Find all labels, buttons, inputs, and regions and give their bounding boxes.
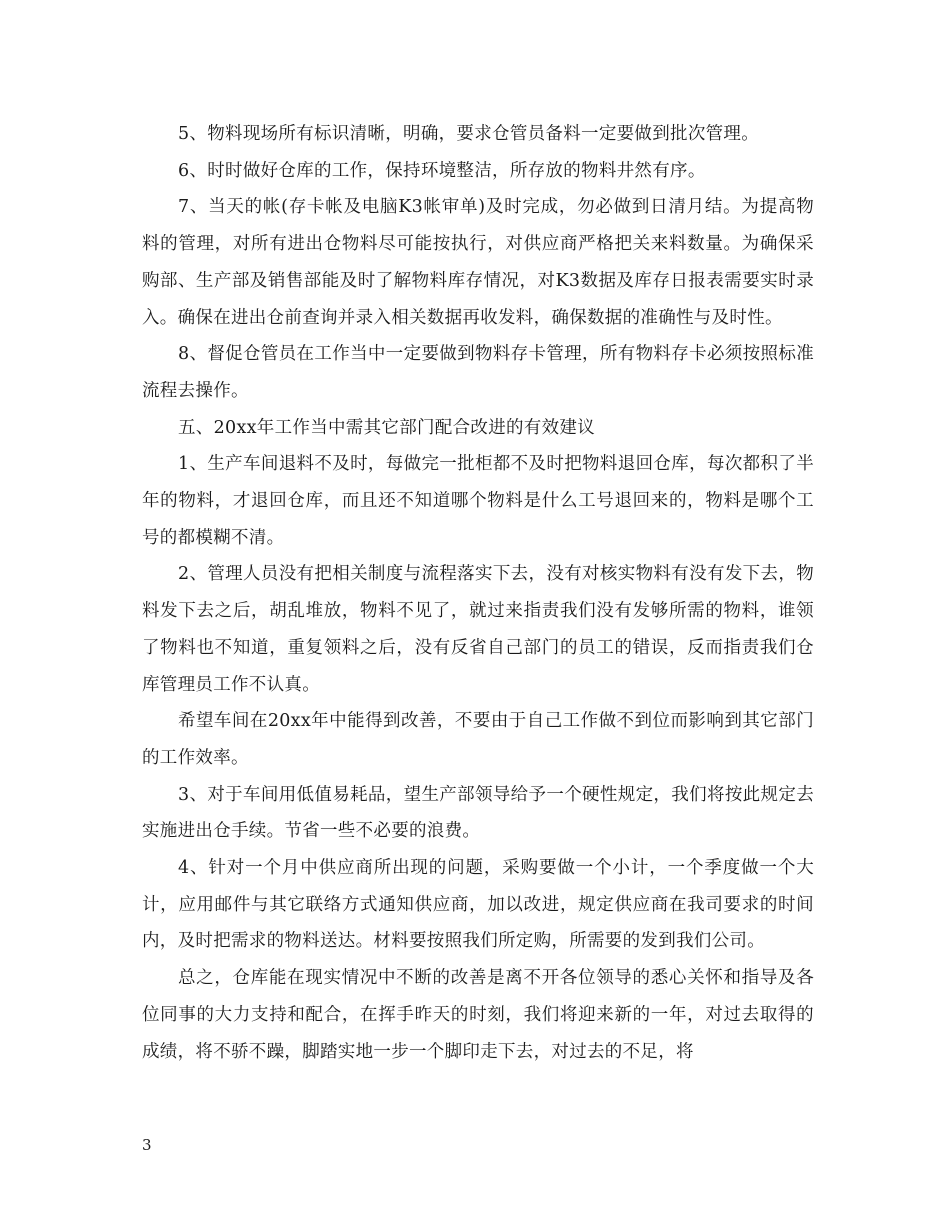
paragraph-item-8: 8、督促仓管员在工作当中一定要做到物料存卡管理，所有物料存卡必须按照标准流程去操作。 — [142, 344, 814, 401]
suggestion-item-2: 2、管理人员没有把相关制度与流程落实下去，没有对核实物料有没有发下去，物料发下去之后，胡乱堆放，物料不见了，就过来指责我们没有发够所需的物料，谁领了物料也不知道，重复领料之后，没有反省自己部门的员工的错误，反而指责我们仓库管理员工作不认真。 — [142, 564, 814, 695]
suggestion-item-1: 1、生产车间退料不及时，每做完一批柜都不及时把物料退回仓库，每次都积了半年的物料，才退回仓库，而且还不知道哪个物料是什么工号退回来的，物料是哪个工号的都模糊不清。 — [142, 454, 814, 548]
page-number: 3 — [142, 1136, 152, 1154]
suggestion-item-4: 4、针对一个月中供应商所出现的问题，采购要做一个小计，一个季度做一个大计，应用邮件与其它联络方式通知供应商，加以改进，规定供应商在我司要求的时间内，及时把需求的物料送达。材料要按照我们所定购，所需要的发到我们公司。 — [142, 858, 814, 952]
suggestion-note: 希望车间在20xx年中能得到改善，不要由于自己工作做不到位而影响到其它部门的工作效率。 — [142, 711, 814, 768]
document-body — [142, 116, 814, 1070]
section-heading-5: 五、20xx年工作当中需其它部门配合改进的有效建议 — [178, 417, 596, 438]
summary-paragraph: 总之，仓库能在现实情况中不断的改善是离不开各位领导的悉心关怀和指导及各位同事的大力支持和配合，在挥手昨天的时刻，我们将迎来新的一年，对过去取得的成绩，将不骄不躁，脚踏实地一步一个脚印走下去，对过去的不足，将 — [142, 968, 814, 1062]
paragraph-item-6: 6、时时做好仓库的工作，保持环境整洁，所存放的物料井然有序。 — [178, 160, 706, 181]
paragraph-item-5: 5、物料现场所有标识清晰，明确，要求仓管员备料一定要做到批次管理。 — [178, 124, 760, 144]
paragraph-item-7: 7、当天的帐(存卡帐及电脑K3帐审单)及时完成，勿必做到日清月结。为提高物料的管理，对所有进出仓物料尽可能按执行，对供应商严格把关来料数量。为确保采购部、生产部及销售部能及时了解物料库存情况，对K3数据及库存日报表需要实时录入。确保在进出仓前查询并录入相关数据再收发料，确保数据的准确性与及时性。 — [142, 197, 814, 328]
suggestion-item-3: 3、对于车间用低值易耗品，望生产部领导给予一个硬性规定，我们将按此规定去实施进出仓手续。节省一些不必要的浪费。 — [142, 784, 814, 842]
